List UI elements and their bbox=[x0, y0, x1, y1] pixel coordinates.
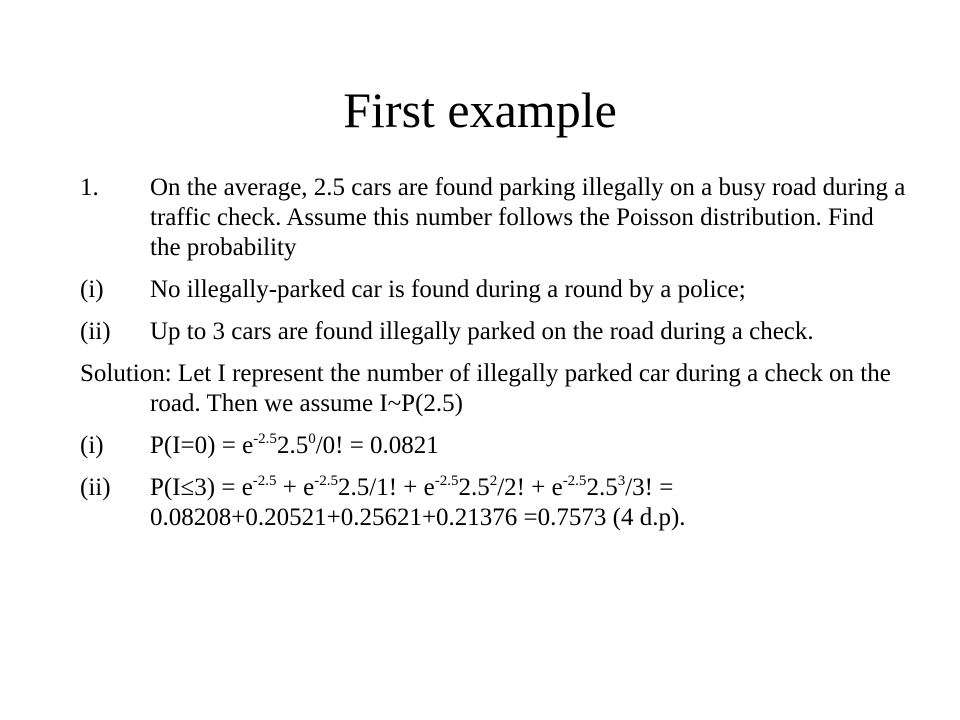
slide-title: First example bbox=[343, 82, 617, 138]
answer-part-ii-marker: (ii) bbox=[80, 474, 111, 501]
formula-text: /3! = 0.08208+0.20521+0.25621+0.21376 =0.7573 (4 d.p). bbox=[150, 474, 686, 531]
answer-part-ii-formula bbox=[150, 474, 686, 531]
formula-superscript: -2.5 bbox=[252, 472, 277, 489]
solution-paragraph bbox=[80, 359, 910, 419]
formula-superscript: -2.5 bbox=[253, 430, 277, 447]
question-part-i-marker: (i) bbox=[80, 276, 104, 303]
answer-part-i bbox=[80, 431, 910, 461]
formula-text: 2.5/1! + e bbox=[338, 474, 435, 501]
formula-text: /0! = 0.0821 bbox=[315, 432, 439, 459]
formula-superscript: 0 bbox=[308, 430, 316, 447]
formula-superscript: -2.5 bbox=[434, 472, 459, 489]
question-part-i bbox=[80, 275, 910, 305]
question-1-number: 1. bbox=[80, 174, 99, 201]
question-1-text: On the average, 2.5 cars are found parking illegally on a busy road during a traffic check. Assume this number follows the Poisson distribution. Find the probability bbox=[150, 174, 906, 261]
question-part-ii bbox=[80, 317, 910, 347]
answer-part-ii bbox=[80, 473, 910, 533]
formula-text: 2.5 bbox=[458, 474, 490, 501]
question-1 bbox=[80, 173, 910, 263]
formula-text: P(I≤3) = e bbox=[150, 474, 253, 501]
answer-part-i-formula bbox=[150, 432, 439, 459]
formula-text: 2.5 bbox=[586, 474, 618, 501]
formula-superscript: -2.5 bbox=[314, 472, 338, 489]
question-part-ii-marker: (ii) bbox=[80, 318, 111, 345]
solution-text: Solution: Let I represent the number of illegally parked car during a check on the road. Then we assume I~P(2.5) bbox=[80, 360, 891, 417]
formula-superscript: 3 bbox=[617, 472, 626, 489]
formula-text: /2! + e bbox=[497, 474, 563, 501]
answer-part-i-marker: (i) bbox=[80, 432, 104, 459]
formula-text: + e bbox=[276, 474, 315, 501]
slide-content bbox=[80, 173, 910, 545]
formula-superscript: 2 bbox=[489, 472, 498, 489]
question-part-ii-text: Up to 3 cars are found illegally parked on the road during a check. bbox=[150, 318, 814, 345]
formula-text: P(I=0) = e bbox=[150, 432, 254, 459]
formula-superscript: -2.5 bbox=[562, 472, 587, 489]
question-part-i-text: No illegally-parked car is found during a round by a police; bbox=[150, 276, 746, 303]
formula-text: 2.5 bbox=[276, 432, 309, 459]
